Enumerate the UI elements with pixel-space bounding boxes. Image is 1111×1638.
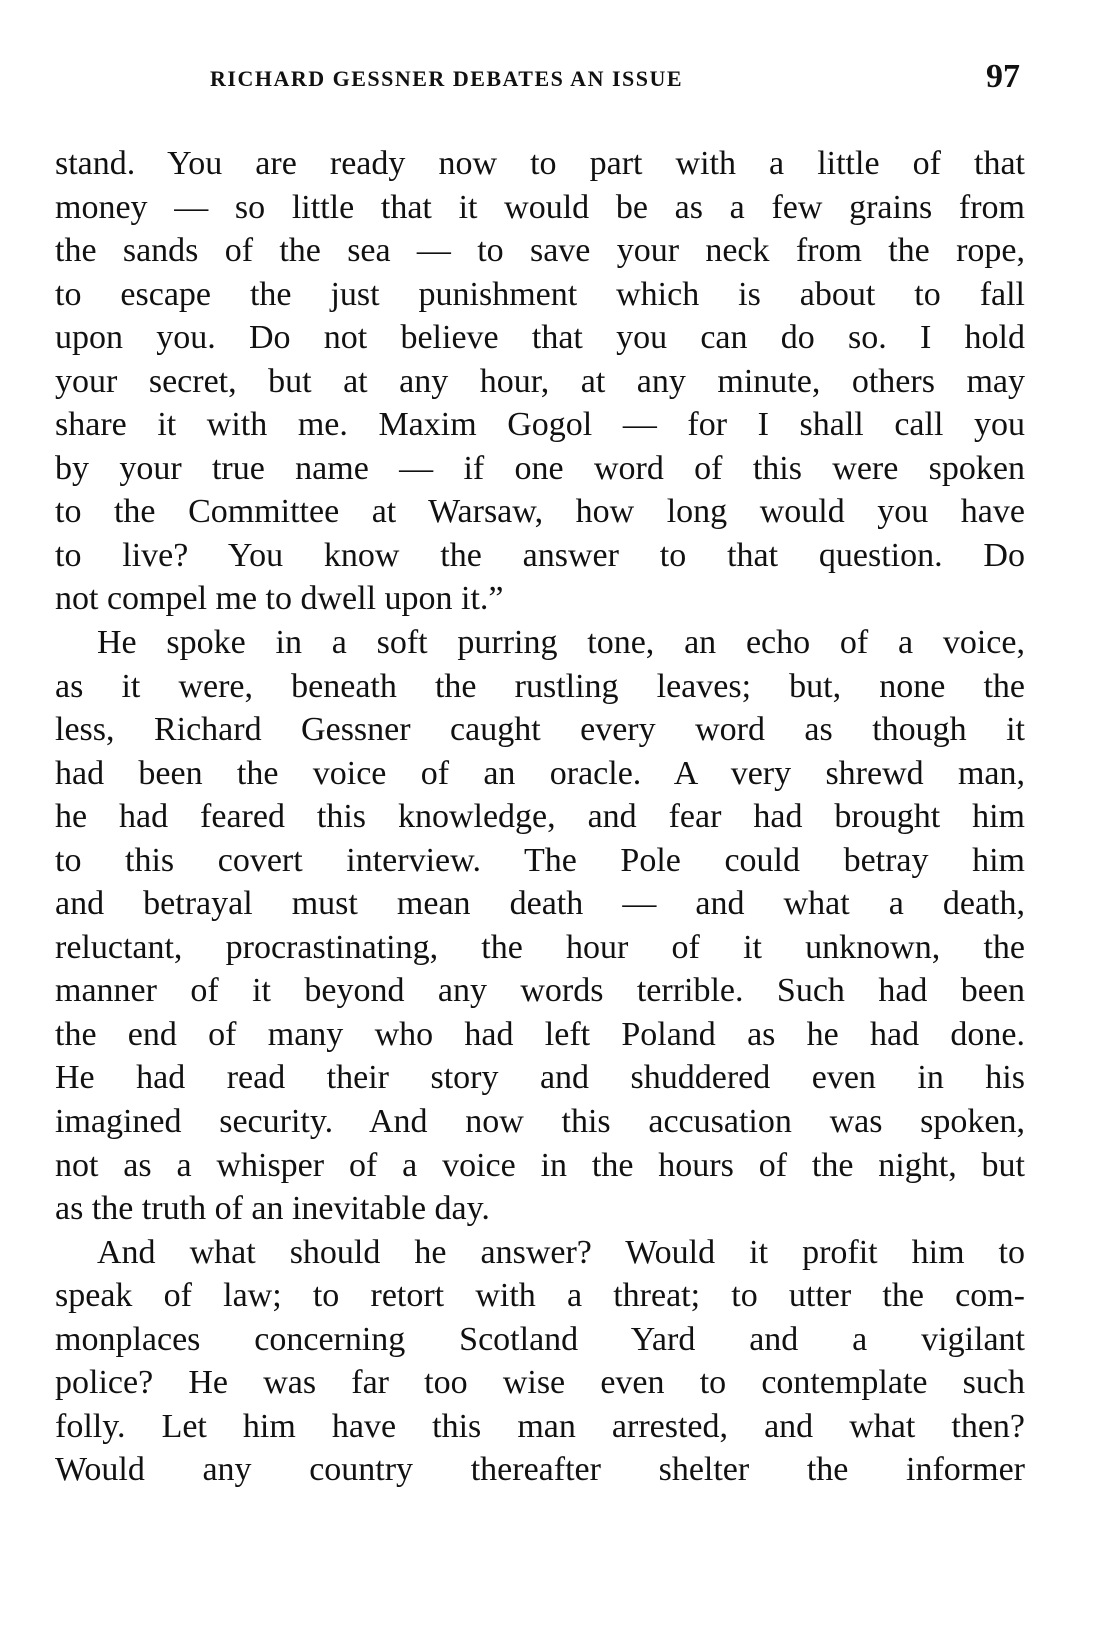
text-line: he had feared this knowledge, and fear had brought him [55,798,1025,836]
text-line: And what should he answer? Would it profit him to [97,1233,1025,1271]
text-line: He had read their story and shuddered even in his [55,1059,1025,1097]
text-line: to this covert interview. The Pole could betray him [55,841,1025,879]
text-line: imagined security. And now this accusation was spoken, [55,1103,1025,1141]
text-line: the end of many who had left Poland as he had done. [55,1015,1025,1053]
text-line: Would any country thereafter shelter the informer [55,1451,1025,1489]
text-line: folly. Let him have this man arrested, and what then? [55,1407,1025,1445]
page-header [210,58,1020,102]
text-line: police? He was far too wise even to contemplate such [55,1364,1025,1402]
text-line: not as a whisper of a voice in the hours of the night, but [55,1146,1025,1184]
text-line: upon you. Do not believe that you can do so. I hold [55,319,1025,357]
text-line: to the Committee at Warsaw, how long would you have [55,493,1025,531]
text-line: as the truth of an inevitable day. [55,1190,490,1228]
text-line: manner of it beyond any words terrible. Such had been [55,972,1025,1010]
text-line: your secret, but at any hour, at any minute, others may [55,362,1025,400]
text-line: monplaces concerning Scotland Yard and a vigilant [55,1320,1025,1358]
text-line: He spoke in a soft purring tone, an echo of a voice, [97,624,1025,662]
text-line: speak of law; to retort with a threat; to utter the com- [55,1277,1025,1315]
text-line: and betrayal must mean death — and what a death, [55,885,1025,923]
text-line: less, Richard Gessner caught every word as though it [55,711,1025,749]
text-line: to live? You know the answer to that question. Do [55,536,1025,574]
text-line: had been the voice of an oracle. A very shrewd man, [55,754,1025,792]
text-line: money — so little that it would be as a few grains from [55,188,1025,226]
page-number: 97 [986,58,1020,95]
text-line: to escape the just punishment which is about to fall [55,275,1025,313]
text-line: as it were, beneath the rustling leaves; but, none the [55,667,1025,705]
text-line: the sands of the sea — to save your neck from the rope, [55,232,1025,270]
text-line: reluctant, procrastinating, the hour of it unknown, the [55,928,1025,966]
text-line: by your true name — if one word of this were spoken [55,449,1025,487]
body-text [55,142,1025,1492]
running-title: RICHARD GESSNER DEBATES AN ISSUE [210,66,684,91]
text-line: not compel me to dwell upon it.” [55,580,504,618]
text-line: share it with me. Maxim Gogol — for I shall call you [55,406,1025,444]
text-line: stand. You are ready now to part with a little of that [55,145,1025,182]
